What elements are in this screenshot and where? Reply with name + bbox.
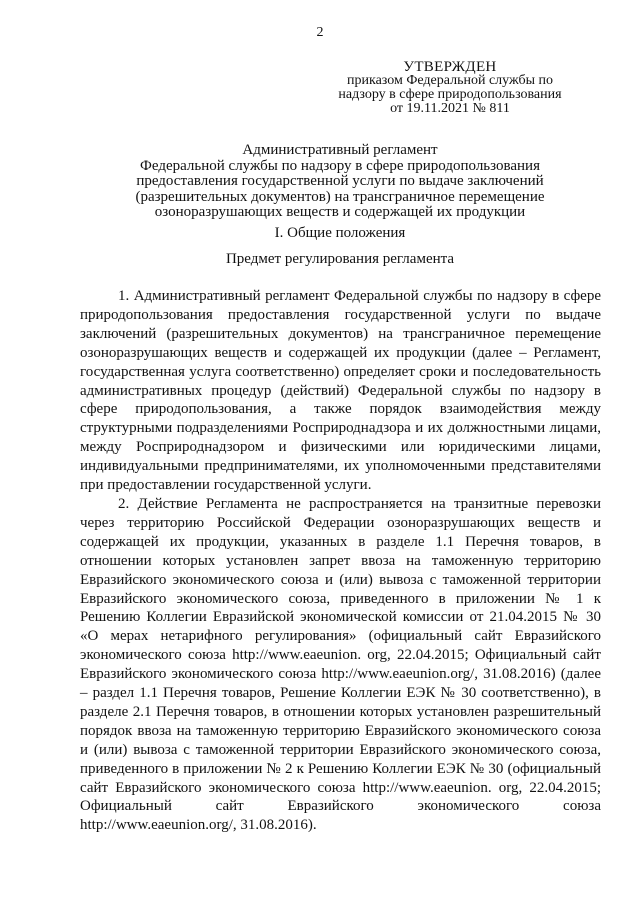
- regulation-title-line-4: (разрешительных документов) на трансграничное перемещение: [135, 188, 545, 205]
- paragraph-2: 2. Действие Регламента не распространяется на транзитные перевозки через территорию Российской Федерации озоноразрушающих веществ и содержащей их продукции, указанных в разделе 1.1 Перечня товаров, в отношении которых установлен запрет ввоза на таможенную территорию Евразийского экономического союза и (или) вывоза с таможенной территории Евразийского экономического союза, приведенного в приложении № 1 к Решению Коллегии Евразийской экономической комиссии от 21.04.2015 № 30 «О мерах нетарифного регулирования» (официальный сайт Евразийского экономического союза http://www.eaeunion. org, 22.04.2015; Официальный сайт Евразийского экономического союза http://www.eaeunion.org/, 31.08.2016) (далее – раздел 1.1 Перечня товаров, Решение Коллегии ЕЭК № 30 соответственно), в разделе 2.1 Перечня товаров, в отношении которых установлен разрешительный порядок ввоза на таможенную территорию Евразийского экономического союза и (или) вывоза с таможенной территории Евразийского экономического союза, приведенного в приложении № 2 к Решению Коллегии ЕЭК № 30 (официальный сайт Евразийского экономического союза http://www.eaeunion. org, 22.04.2015; Официальный сайт Евразийского экономического союза http://www.eaeunion.org/, 31.08.2016).: [80, 495, 601, 834]
- section-title: I. Общие положения: [274, 225, 406, 241]
- regulation-title-line-5: озоноразрушающих веществ и содержащей их продукции: [154, 204, 526, 220]
- regulation-title-line-2: Федеральной службы по надзору в сфере природопользования: [140, 157, 540, 174]
- approval-block: [300, 60, 600, 116]
- regulation-title-line-1: Административный регламент: [242, 142, 438, 158]
- approval-line-3: от 19.11.2021 № 811: [390, 101, 510, 116]
- paragraph-1: 1. Административный регламент Федеральной службы по надзору в сфере природопользования предоставления государственной услуги по выдаче заключений (разрешительных документов) на трансграничное перемещение озоноразрушающих веществ и содержащей их продукции (далее – Регламент, государственная услуга соответственно) определяет сроки и последовательность административных процедур (действий) Федеральной службы по надзору в сфере природопользования, а также порядок взаимодействия между структурными подразделениями Росприроднадзора и их должностными лицами, между Росприроднадзором и физическими или юридическими лицами, индивидуальными предпринимателями, их уполномоченными представителями при предоставлении государственной услуги.: [80, 288, 601, 494]
- approval-line-1: приказом Федеральной службы по: [347, 73, 553, 88]
- approval-line-2: надзору в сфере природопользования: [338, 87, 562, 102]
- regulation-title-line-3: предоставления государственной услуги по выдаче заключений: [136, 173, 544, 189]
- body-text: [80, 287, 601, 835]
- approval-heading: УТВЕРЖДЕН: [403, 59, 497, 75]
- page-number: 2: [316, 25, 324, 40]
- regulation-title: [80, 143, 600, 221]
- subsection-title: Предмет регулирования регламента: [225, 251, 455, 267]
